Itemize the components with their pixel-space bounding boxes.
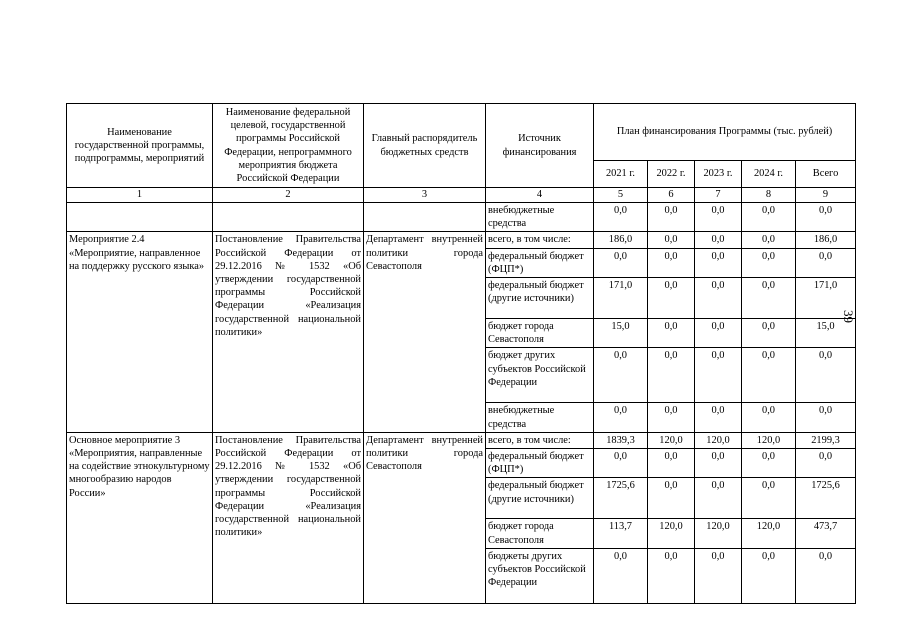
value-cell: 15,0 xyxy=(796,319,856,348)
value-cell: 0,0 xyxy=(695,278,742,319)
funding-source: федеральный бюджет (другие источники) xyxy=(486,278,594,319)
funding-source: федеральный бюджет (ФЦП*) xyxy=(486,449,594,478)
federal-program: Постановление Правительства Российской Федерации от 29.12.2016 № 1532 «Об утверждении государственной программы Российской Федерации «Реализация государственной национальной политики» xyxy=(213,432,364,603)
header-program-name: Наименование государственной программы, подпрограммы, мероприятий xyxy=(67,104,213,188)
value-cell: 120,0 xyxy=(648,432,695,448)
activity-name: Основное мероприятие 3 «Мероприятия, направленные на содействие этнокультурному многообразию народов России» xyxy=(67,432,213,603)
funding-source: всего, в том числе: xyxy=(486,432,594,448)
column-index: 2 xyxy=(213,188,364,203)
funding-source: всего, в том числе: xyxy=(486,232,594,248)
value-cell: 0,0 xyxy=(594,449,648,478)
empty-cell xyxy=(67,203,213,232)
value-cell: 0,0 xyxy=(648,548,695,603)
value-cell: 0,0 xyxy=(648,403,695,432)
value-cell: 171,0 xyxy=(594,278,648,319)
value-cell: 171,0 xyxy=(796,278,856,319)
value-cell: 0,0 xyxy=(594,348,648,403)
funding-source: федеральный бюджет (ФЦП*) xyxy=(486,248,594,277)
value-cell: 0,0 xyxy=(648,278,695,319)
value-cell: 120,0 xyxy=(648,519,695,548)
value-cell: 0,0 xyxy=(695,548,742,603)
value-cell: 0,0 xyxy=(742,403,796,432)
value-cell: 0,0 xyxy=(742,319,796,348)
page-number: 39 xyxy=(841,310,856,323)
table-row xyxy=(67,203,856,232)
header-total: Всего xyxy=(796,161,856,188)
value-cell: 0,0 xyxy=(648,319,695,348)
financing-table xyxy=(66,103,856,604)
value-cell: 0,0 xyxy=(695,232,742,248)
budget-manager: Департамент внутренней политики города Севастополя xyxy=(364,432,486,603)
value-cell: 120,0 xyxy=(695,432,742,448)
column-index: 7 xyxy=(695,188,742,203)
funding-source: бюджеты других субъектов Российской Федерации xyxy=(486,548,594,603)
value-cell: 0,0 xyxy=(695,403,742,432)
value-cell: 0,0 xyxy=(695,248,742,277)
value-cell: 0,0 xyxy=(796,449,856,478)
value-cell: 0,0 xyxy=(594,248,648,277)
column-index: 6 xyxy=(648,188,695,203)
value-cell: 113,7 xyxy=(594,519,648,548)
table-row xyxy=(67,432,856,448)
value-cell: 0,0 xyxy=(594,403,648,432)
budget-manager: Департамент внутренней политики города Севастополя xyxy=(364,232,486,432)
header-year: 2023 г. xyxy=(695,161,742,188)
header-year: 2022 г. xyxy=(648,161,695,188)
header-federal-program: Наименование федеральной целевой, государственной программы Российской Федерации, непрограммного мероприятия бюджета Российской Федерации xyxy=(213,104,364,188)
value-cell: 120,0 xyxy=(742,519,796,548)
value-cell: 0,0 xyxy=(796,548,856,603)
value-cell: 0,0 xyxy=(742,248,796,277)
federal-program: Постановление Правительства Российской Федерации от 29.12.2016 № 1532 «Об утверждении государственной программы Российской Федерации «Реализация государственной национальной политики» xyxy=(213,232,364,432)
activity-name: Мероприятие 2.4 «Мероприятие, направленное на поддержку русского языка» xyxy=(67,232,213,432)
column-index: 5 xyxy=(594,188,648,203)
funding-source: федеральный бюджет (другие источники) xyxy=(486,478,594,519)
table-row xyxy=(67,232,856,248)
header-funding-source: Источник финансирования xyxy=(486,104,594,188)
value-cell: 0,0 xyxy=(648,248,695,277)
header-year: 2024 г. xyxy=(742,161,796,188)
value-cell: 1725,6 xyxy=(594,478,648,519)
funding-source: внебюджетные средства xyxy=(486,403,594,432)
funding-source: бюджет других субъектов Российской Федерации xyxy=(486,348,594,403)
value-cell: 2199,3 xyxy=(796,432,856,448)
value-cell: 0,0 xyxy=(695,478,742,519)
column-index: 9 xyxy=(796,188,856,203)
value-cell: 0,0 xyxy=(742,278,796,319)
column-index: 8 xyxy=(742,188,796,203)
value-cell: 0,0 xyxy=(742,478,796,519)
value-cell: 1839,3 xyxy=(594,432,648,448)
empty-cell xyxy=(364,203,486,232)
empty-cell xyxy=(213,203,364,232)
funding-source: внебюджетные средства xyxy=(486,203,594,232)
header-budget-manager: Главный распорядитель бюджетных средств xyxy=(364,104,486,188)
value-cell: 0,0 xyxy=(796,348,856,403)
column-index: 4 xyxy=(486,188,594,203)
column-index: 3 xyxy=(364,188,486,203)
value-cell: 0,0 xyxy=(695,449,742,478)
value-cell: 0,0 xyxy=(796,403,856,432)
column-index: 1 xyxy=(67,188,213,203)
value-cell: 0,0 xyxy=(594,203,648,232)
funding-source: бюджет города Севастополя xyxy=(486,319,594,348)
value-cell: 0,0 xyxy=(648,478,695,519)
value-cell: 0,0 xyxy=(742,548,796,603)
value-cell: 0,0 xyxy=(742,232,796,248)
value-cell: 0,0 xyxy=(695,203,742,232)
header-financing-plan: План финансирования Программы (тыс. рублей) xyxy=(594,104,856,161)
header-year: 2021 г. xyxy=(594,161,648,188)
value-cell: 0,0 xyxy=(648,203,695,232)
value-cell: 1725,6 xyxy=(796,478,856,519)
value-cell: 0,0 xyxy=(796,203,856,232)
value-cell: 0,0 xyxy=(742,203,796,232)
value-cell: 0,0 xyxy=(648,449,695,478)
funding-source: бюджет города Севастополя xyxy=(486,519,594,548)
value-cell: 0,0 xyxy=(796,248,856,277)
value-cell: 0,0 xyxy=(594,548,648,603)
value-cell: 120,0 xyxy=(695,519,742,548)
value-cell: 0,0 xyxy=(648,348,695,403)
value-cell: 0,0 xyxy=(695,348,742,403)
value-cell: 186,0 xyxy=(594,232,648,248)
value-cell: 0,0 xyxy=(695,319,742,348)
value-cell: 120,0 xyxy=(742,432,796,448)
value-cell: 15,0 xyxy=(594,319,648,348)
value-cell: 0,0 xyxy=(648,232,695,248)
value-cell: 473,7 xyxy=(796,519,856,548)
value-cell: 186,0 xyxy=(796,232,856,248)
value-cell: 0,0 xyxy=(742,449,796,478)
value-cell: 0,0 xyxy=(742,348,796,403)
